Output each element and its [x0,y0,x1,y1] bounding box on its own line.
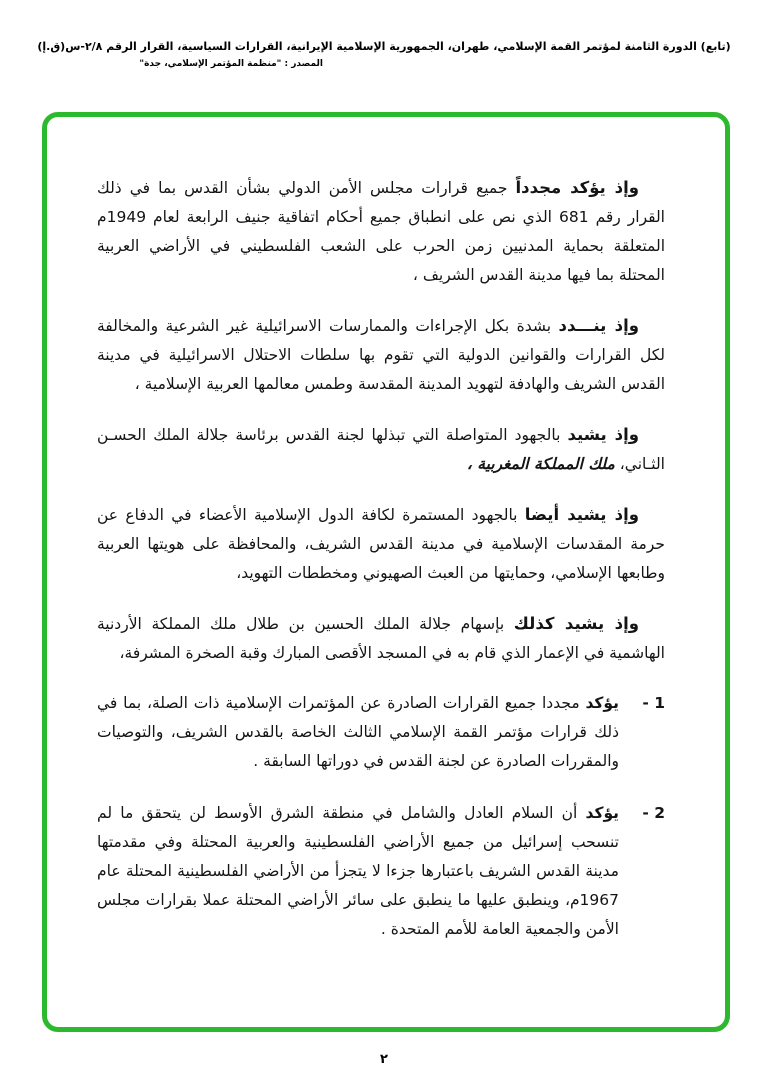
item-lead: يؤكد [585,694,619,712]
source-line: المصدر : "منظمة المؤتمر الإسلامي، جدة" [139,59,323,69]
paragraph [97,311,665,399]
paragraph-lead: وإذ يشيد [567,425,639,444]
paragraph-lead: وإذ ينـــدد [558,316,639,335]
paragraph-lead: وإذ يشيد كذلك [513,614,639,633]
paragraph [97,609,665,668]
list-item [97,799,665,944]
item-lead: يؤكد [585,804,619,822]
list-item-body [97,799,619,944]
item-text: أن السلام العادل والشامل في منطقة الشرق الأوسط لن يتحقق ما لم تنسحب إسرائيل من جميع الأراضي الفلسطينية والعربية المحتلة وفي مقدمتها مدينة القدس الشريف باعتبارها جزءا لا يتجزأ من الأراضي الفلسطينية المحتلة عام 1967م، وينطبق عليها ما ينطبق على سائر الأراضي المحتلة عملا بقرارات مجلس الأمن والجمعية العامة للأمم المتحدة . [97,804,619,938]
paragraph-lead: وإذ يشيد أيضا [524,505,639,524]
document-body [47,117,725,944]
paragraph-text: بشدة بكل الإجراءات والممارسات الاسرائيلية غير الشرعية والمخالفة لكل القرارات والقوانين الدولية التي تقوم بها سلطات الاحتلال الاسرائيلية في مدينة القدس الشريف والهادفة لتهويد المدينة المقدسة وطمس معالمها العربية الإسلامية ، [97,317,665,393]
item-number-digit: 1 [654,694,665,712]
list-item-number [619,689,665,776]
document-highlight-border [42,112,730,1032]
item-text: مجددا جميع القرارات الصادرة عن المؤتمرات الإسلامية ذات الصلة، بما في ذلك قرارات مؤتمر القمة الإسلامي الثالث الخاصة بالقدس الشريف، والتوصيات والمقررات الصادرة عن لجنة القدس في دوراتها السابقة . [97,694,619,770]
document-header: (تابع) الدورة الثامنة لمؤتمر القمة الإسلامي، طهران، الجمهورية الإسلامية الإيرانية، القرارات السياسية، القرار الرقم ٢/٨-س(ق.إ) [37,40,731,53]
item-number-dash: - [642,694,649,712]
paragraph-text: بالجهود المتواصلة التي تبذلها لجنة القدس برئاسة جلالة الملك الحسـن الثـاني، [97,426,665,473]
page-number: ٢ [380,1052,388,1067]
paragraph [97,500,665,588]
item-number-dash: - [642,804,649,822]
royal-title-text: ملك المملكة المغربية ، [466,455,615,473]
paragraph-lead: وإذ يؤكد مجدداً [515,178,639,197]
list-item-body [97,689,619,776]
paragraph-text: بالجهود المستمرة لكافة الدول الإسلامية الأعضاء في الدفاع عن حرمة المقدسات الإسلامية في مدينة القدس الشريف، والمحافظة على هويتها العربية وطابعها الإسلامي، وحمايتها من العبث الصهيوني ومخططات التهويد، [97,506,665,582]
paragraph-text: جميع قرارات مجلس الأمن الدولي بشأن القدس بما في ذلك القرار رقم 681 الذي نص على انطباق جميع أحكام اتفاقية جنيف الرابعة لعام 1949م المتعلقة بحماية المدنيين زمن الحرب على الشعب الفلسطيني في الأراضي العربية المحتلة بما فيها مدينة القدس الشريف ، [97,179,665,284]
list-item-number [619,799,665,944]
list-item [97,689,665,776]
paragraph-text: بإسهام جلالة الملك الحسين بن طلال ملك المملكة الأردنية الهاشمية في الإعمار الذي قام به في المسجد الأقصى المبارك وقبة الصخرة المشرفة، [97,615,665,662]
paragraph [97,420,665,479]
paragraph [97,173,665,290]
item-number-digit: 2 [654,804,665,822]
